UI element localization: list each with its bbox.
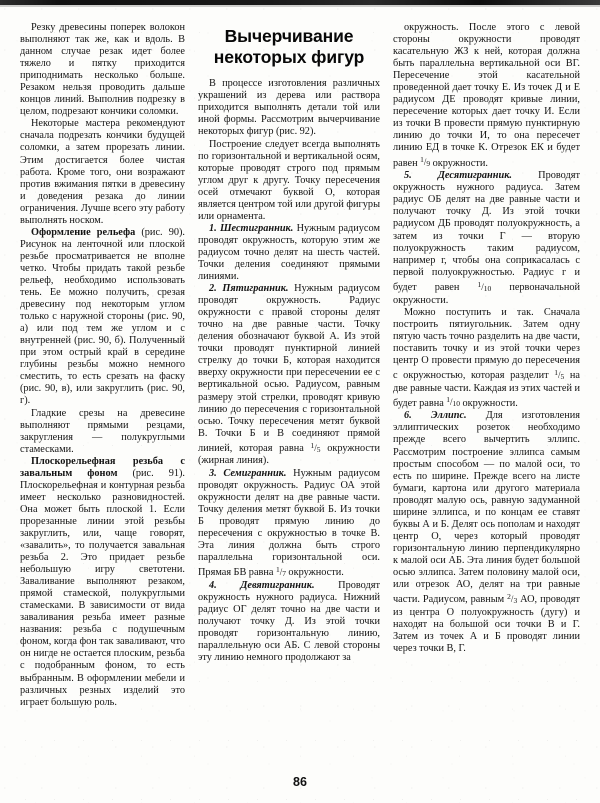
section-title: Вычерчивание некоторых фигур [213, 26, 365, 67]
paragraph-nonagon: 4. Девятигранник. Проводят окружность нужного радиуса. Нижний радиус ОГ делят точно на две части и получают точку Д. Из этой точки проводят горизонтальную линию, параллельную оси АБ. С левой стороны эту линию немного продолжают за [198, 579, 380, 663]
paragraph: Гладкие срезы на древесине выполняют прямыми резцами, закругления — полукруглыми стамесками. [20, 407, 185, 455]
paragraph-ellipse: 6. Эллипс. Для изготовления эллиптических розеток необходимо прежде всего вычертить эллипс. Рассмотрим построение эллипса самым простым способом — по малой оси, то есть по ширине. Прежде всего на листе бумаги, картона или другого материала проводят малую ось, равную задуманной ширине эллипса, и по концам ее ставят буквы А и Б. Делят ось пополам и находят центр О, через который проводят горизонтальную линию перпендикулярно к малой оси АБ. Эта линия будет большой осью эллипса. Затем половину малой оси, или отрезок АО, делят на три равные части. Радиусом, равным $^2/_3$ АО, проводят из центра О полуокружность (дугу) и находят на большой оси точки В и Г. Затем из точек А и Б проводят линии через точки В, Г. [393, 410, 580, 655]
paragraph-decagon: 5. Десятигранник. Проводят окружность нужного радиуса. Затем радиус ОБ делят на две равные части и получают точку Д. Из этой точки радиусом ДБ проводят полуокружность, а затем из точки Г — вторую полуокружность таким радиусом, например г, чтобы она соприкасалась с первой полуокружностью. Радиус г и будет равен $^1/_{10}$ первоначальной окружности. [393, 170, 580, 306]
paragraph: Некоторые мастера рекомендуют сначала подрезать кончики будущей соломки, а затем прорезать линии. Этим достигается более чистая работа. Кроме того, они возражают против вжимания пятки в древесину и доведения резака до линии ограничения. Лучше всего эту работу выполнять носком. [20, 118, 185, 226]
paragraph: Плоскорельефная резьба с завальным фоном (рис. 91). Плоскорельефная и контурная резьба имеет несколько разновидностей. Она может быть плоской 1. Если прорезанные линии этой резьбы закруглить, или, чаще говорят, «завалить», то получается завальная резьба 2. Это придает резьбе небольшую игру светотени. Заваливание выполняют резаком, прямой стамеской, полукруглыми стамесками. В зависимости от вида заваливания резьба имеет разные названия: резьба с подушечным фоном, когда фон так заваливают, что он нигде не остается плоским, резьба с подобранным фоном, то есть выбранным. В оформлении мебели и различных резных изделий это играет большую роль. [20, 455, 185, 708]
paragraph-hexagon: 1. Шестигранник. Нужным радиусом проводят окружность, которую этим же радиусом точно делят на шесть частей. Точки деления соединяют прямыми линиями. [198, 222, 380, 283]
column-middle [198, 22, 380, 782]
paragraph: Построение следует всегда выполнять по горизонтальной и вертикальной осям, которые проводят строго под прямым углом друг к другу. Точку пересечения осей отмечают буквой О, которая является центром той или другой фигуры или орнамента. [198, 138, 380, 222]
paragraph: окружность. После этого с левой стороны окружности проводят касательную ЖЗ к ней, которая должна быть параллельна вертикальной оси ВГ. Пересечение этой касательной проведенной дает точку Е. Из точек Д и Е радиусом ДЕ проводят кривые линии, пересечение которых дает точку И. Если из точки В провести прямую пунктирную линию до точки И, то она пересечет линию ЕД в точке К. Отрезок ЕК и будет равен $^1/_9$ окружности. [393, 22, 580, 169]
three-column-body [0, 22, 600, 782]
column-right [393, 22, 580, 782]
scan-edge-top-border [0, 0, 600, 5]
page-number: 86 [293, 775, 307, 789]
paragraph: В процессе изготовления различных украшений из дерева или раствора приходится выполнять детали той или иной формы. Рассмотрим вычерчивание некоторых фигур (рис. 92). [198, 78, 380, 138]
paragraph-pentagon: 2. Пятигранник. Нужным радиусом проводят окружность. Радиус окружности с правой стороны делят точно на две равные части. Точку деления обозначают буквой А. Из этой точки проводят пунктирной линией стрелку до точки Б, которая находится вверху окружности при пересечении ее с вертикальной осью. Радиусом, равным размеру этой стрелки, проводят кривую линию до пересечения с горизонтальной осью. Точку пересечения метят буквой В. Точки Б и В соединяют прямой линией, которая равна $^1/_5$ окружности (жирная линия). [198, 283, 381, 467]
paragraph-heptagon: 3. Семигранник. Нужным радиусом проводят окружность. Радиус ОА этой окружности делят на две равные части. Точку деления метят буквой Б. Из точки Б проводят прямую линию до пересечения с окружностью в точке В. Эта линия должна быть строго параллельна горизонтальной оси. Прямая БВ равна $^1/_7$ окружности. [198, 467, 380, 578]
column-left [20, 22, 185, 782]
paragraph: Можно поступить и так. Сначала построить пятиугольник. Затем одну пятую часть точно разделить на две части, поставить точку и из этой точки через центр О провести прямую до пересечения с окружностью, которая разделит $^1/_5$ на две равные части. Каждая из этих частей и будет равна $^1/_{10}$ окружности. [393, 306, 580, 409]
paragraph: Резку древесины поперек волокон выполняют так же, как и вдоль. В данном случае резак идет более тяжело и пятку приходится приподнимать несколько больше. Резаком нельзя проводить дальше концов линий. Выполнив подрезку в целом, подрезают кончики соломки. [20, 22, 185, 118]
paragraph: Оформление рельефа (рис. 90). Рисунок на ленточной или плоской резьбе просматривается не вполне четко. Чтобы придать такой резьбе рельеф, необходимо использовать тень. Ее можно получить, срезая древесину под некоторым углом только с наружной стороны (рис. 90, а) или под тем же углом и с внутренней (рис. 90, б). Полученный при этом острый край в середине глубины резьбы можно немного сместить, то есть срезать на фаску (рис. 90, в), или закруглить (рис. 90, г). [20, 226, 185, 407]
